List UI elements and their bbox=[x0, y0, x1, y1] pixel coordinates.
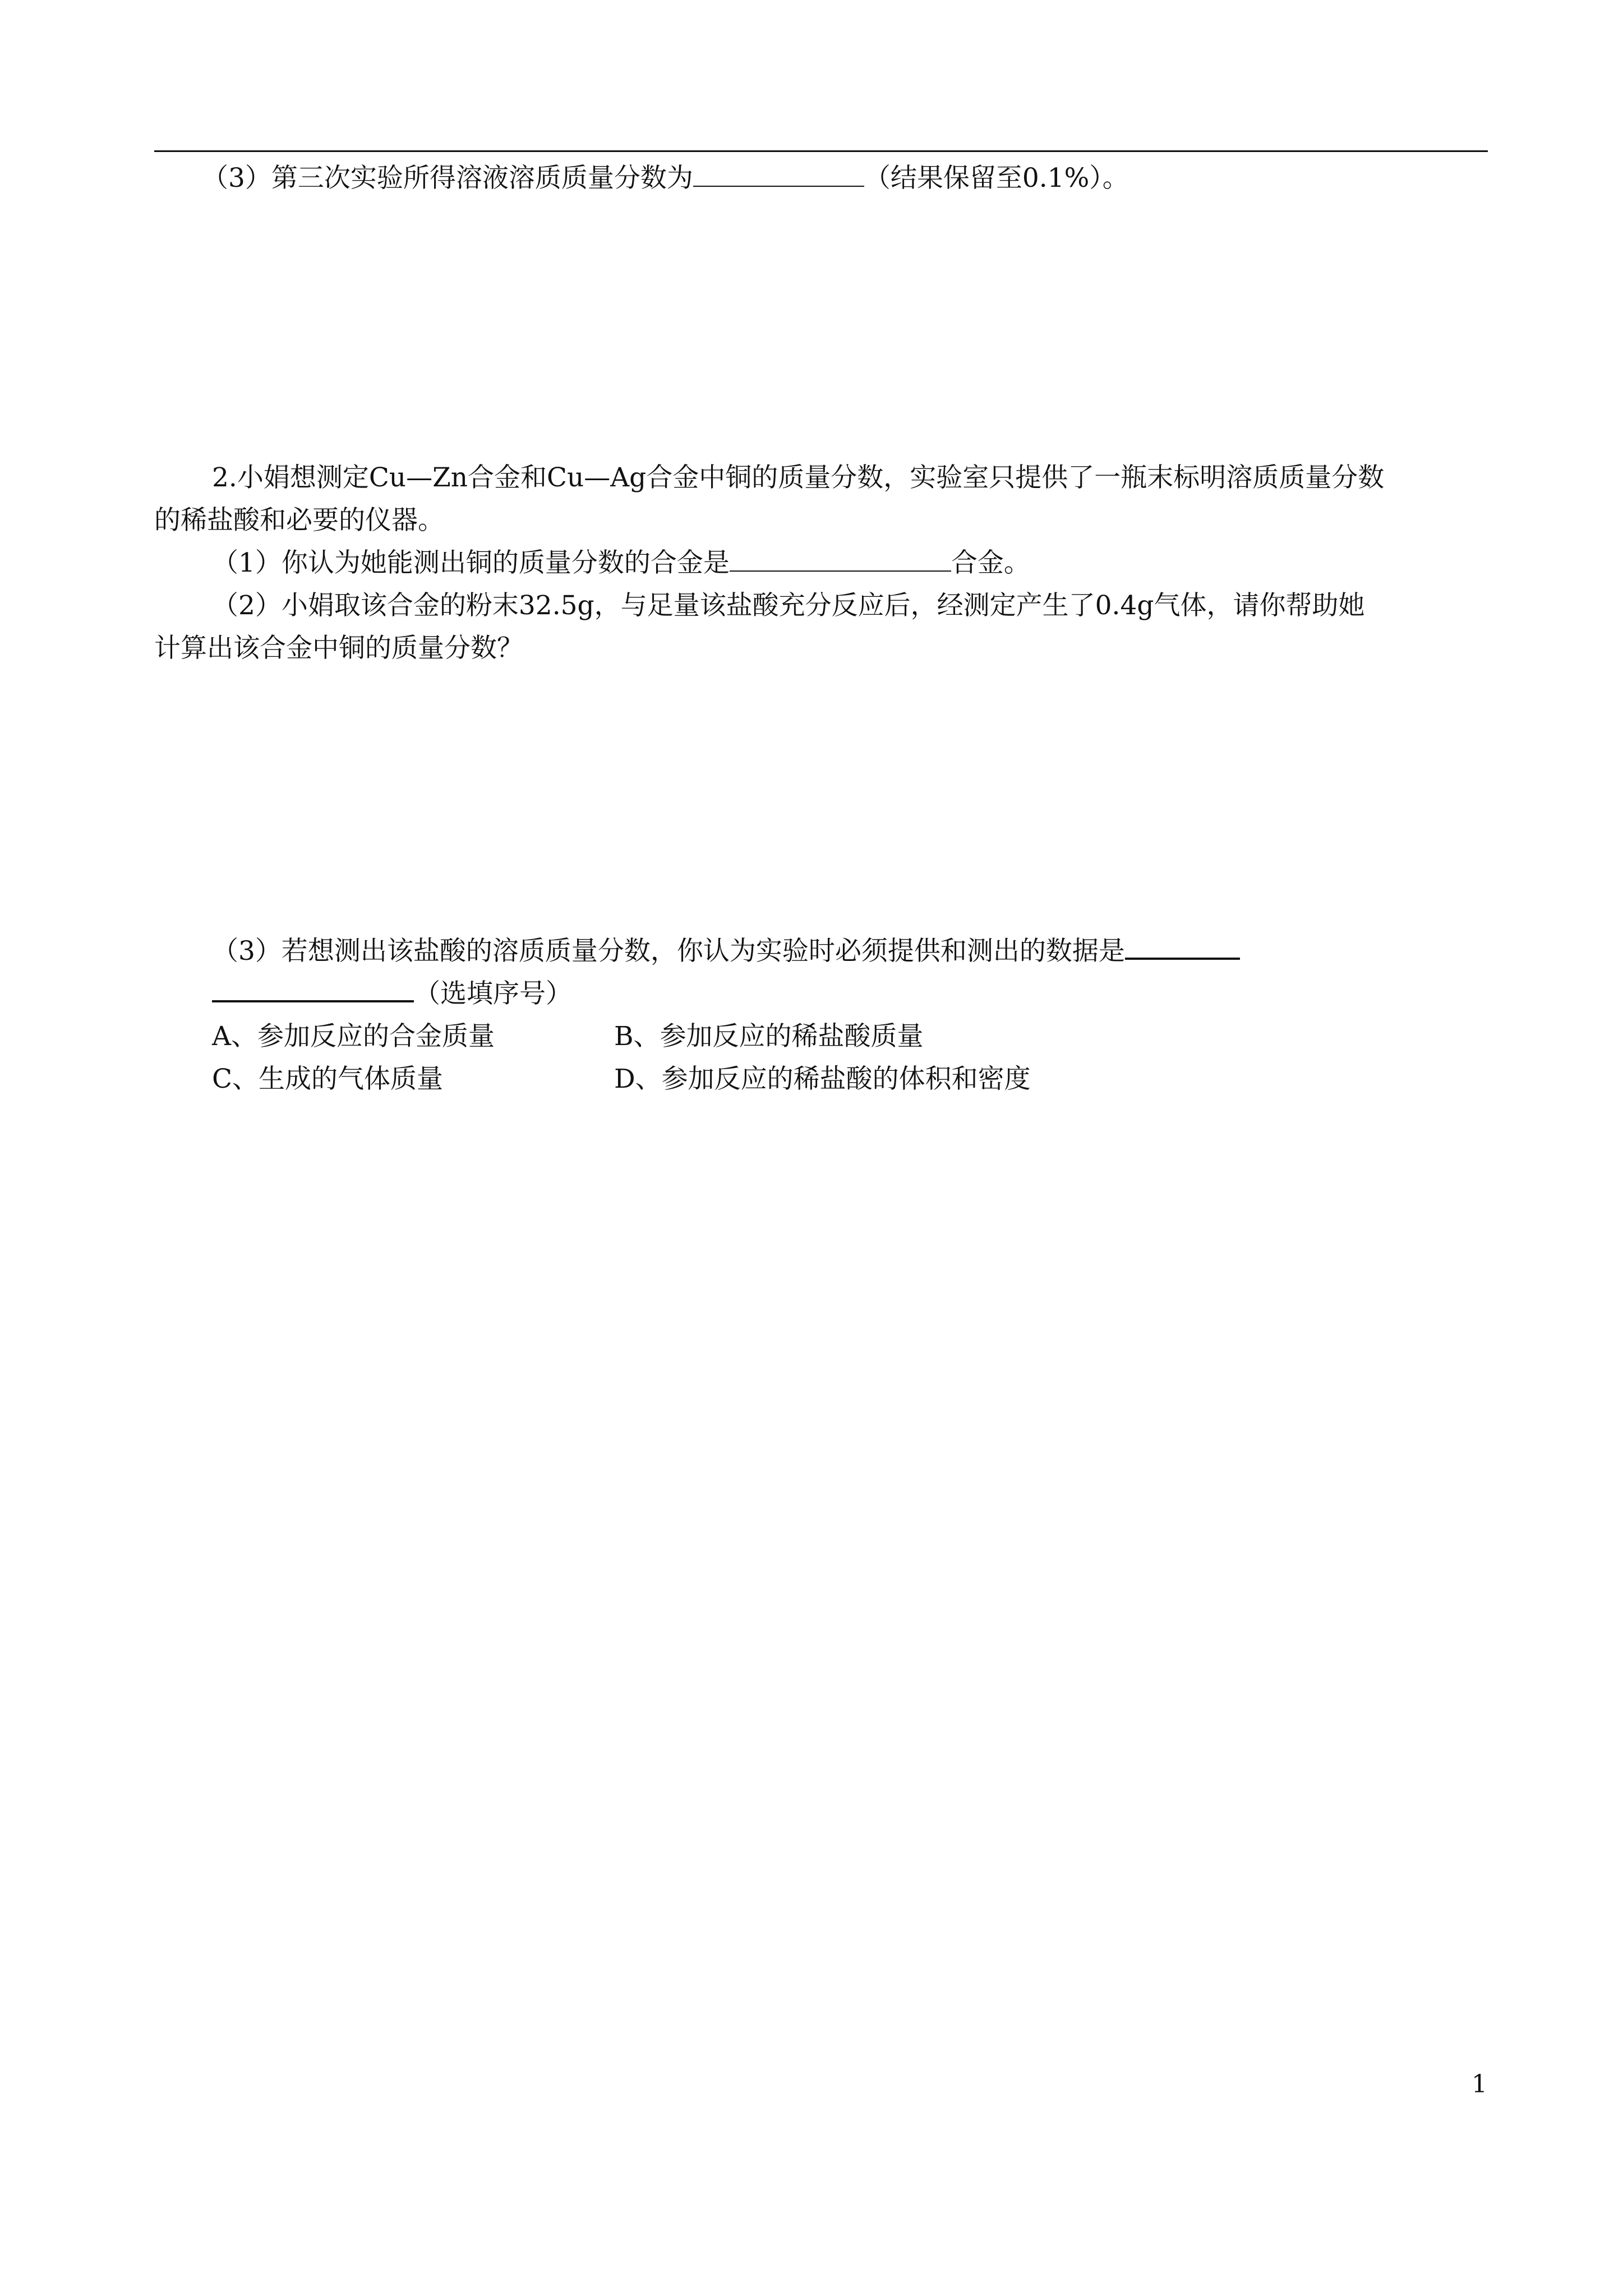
q2-part3-prompt: （3）若想测出该盐酸的溶质质量分数，你认为实验时必须提供和测出的数据是 bbox=[212, 936, 1125, 967]
option-d: D、参加反应的稀盐酸的体积和密度 bbox=[614, 1064, 1031, 1094]
q1-part3-suffix: （结果保留至0.1%）。 bbox=[864, 163, 1129, 194]
answer-blank-q1-part3[interactable] bbox=[693, 185, 864, 187]
q2-part1-prefix: （1）你认为她能测出铜的质量分数的合金是 bbox=[212, 547, 730, 578]
q2-part3-line2 bbox=[212, 977, 572, 1011]
option-b: B、参加反应的稀盐酸质量 bbox=[614, 1021, 924, 1052]
q2-stem-line2: 的稀盐酸和必要的仪器。 bbox=[154, 505, 444, 536]
header-rule bbox=[154, 150, 1488, 152]
answer-blank-q2-part1[interactable] bbox=[730, 570, 951, 572]
q2-part1-suffix: 合金。 bbox=[951, 547, 1030, 578]
q2-stem-line1: 2.小娟想测定Cu—Zn合金和Cu—Ag合金中铜的质量分数，实验室只提供了一瓶末标明溶质质量分数 bbox=[212, 462, 1385, 493]
q1-part3-line bbox=[202, 162, 1129, 195]
q1-part3-prefix: （3）第三次实验所得溶液溶质质量分数为 bbox=[202, 163, 693, 194]
answer-blank-q2-part3-a[interactable] bbox=[1125, 957, 1240, 960]
q2-part2-line2: 计算出该合金中铜的质量分数？ bbox=[154, 633, 523, 664]
q2-part3-suffix: （选填序号） bbox=[414, 978, 572, 1009]
option-a: A、参加反应的合金质量 bbox=[212, 1021, 495, 1052]
answer-blank-q2-part3-b[interactable] bbox=[212, 1000, 414, 1002]
q2-part2-line1: （2）小娟取该合金的粉末32.5g，与足量该盐酸充分反应后，经测定产生了0.4g气体，请你帮助她 bbox=[212, 590, 1365, 621]
option-c: C、生成的气体质量 bbox=[212, 1064, 443, 1094]
page-number: 1 bbox=[1472, 2070, 1487, 2099]
q2-part3-line1 bbox=[212, 935, 1240, 968]
q2-part1-line bbox=[212, 546, 1030, 580]
